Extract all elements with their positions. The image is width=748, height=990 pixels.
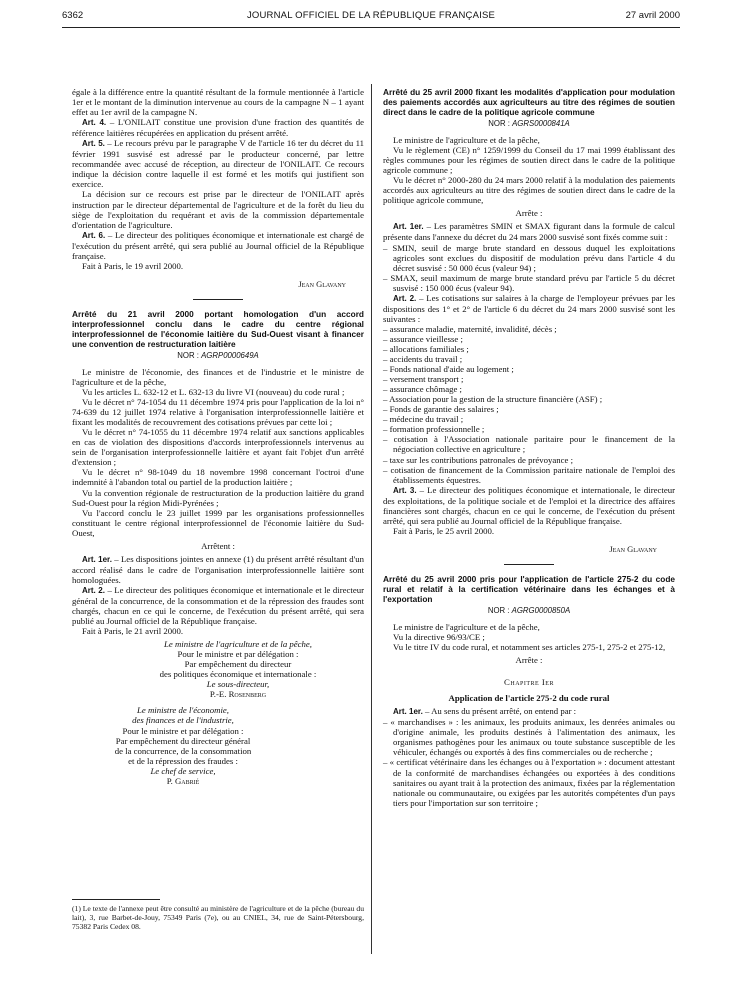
fait-a-paris: Fait à Paris, le 19 avril 2000.	[82, 260, 184, 271]
signature-block-economie: Le ministre de l'économie, des finances et de l'industrie, Pour le ministre et par délégation : Par empêchement du directeur général de la concurrence, de la consommation et de la répression des fraudes : Le chef de service, P. Gabrié	[114, 705, 252, 786]
decree-title: Arrêté du 21 avril 2000 portant homologation d'un accord interprofessionnel conclu dans le cadre du centre régional interprofessionnel de l'économie laitière du Sud-Ouest visant à financer une convention de restructuration laitière	[72, 308, 364, 349]
cotisation-list	[383, 324, 675, 485]
list-item: – cotisation à l'Association nationale paritaire pour le financement de la négociation collective en agriculture ;	[383, 434, 675, 455]
visa: Vu le décret n° 74-1055 du 11 décembre 1974 relatif aux sanctions applicables en cas de violation des dispositions d'accords interprofessionnels intervenus au sein de l'organisation interprofessionnelle laitière et ayant fait l'objet d'un arrêté d'extension ;	[72, 427, 364, 468]
visa: Vu la directive 96/93/CE ;	[393, 632, 485, 643]
visa: Vu le décret n° 74-1054 du 11 décembre 1974 pris pour l'application de la loi n° 74-639 du 12 juillet 1974 relative à l'organisation interprofessionnelle laitière et fixant les modalités de recouvrement des cotisations prévues par cette loi ;	[72, 397, 364, 428]
list-item: – formation professionnelle ;	[383, 424, 485, 435]
visa: Vu le règlement (CE) n° 1259/1999 du Conseil du 17 mai 1999 établissant des règles communes pour les régimes de soutien direct dans le cadre de la politique agricole commune ;	[383, 145, 675, 176]
article-1: Art. 1er. – Au sens du présent arrêté, on entend par :	[393, 706, 577, 717]
signature: Jean Glavany	[609, 543, 657, 554]
nor-reference: NOR : AGRG0000850A	[487, 605, 571, 615]
arrete-heading: Arrête :	[515, 655, 543, 666]
visa: Le ministre de l'agriculture et de la pêche,	[393, 621, 540, 632]
list-item: – versement transport ;	[383, 374, 464, 385]
list-item: – assurance maladie, maternité, invalidité, décès ;	[383, 323, 557, 334]
fait-a-paris: Fait à Paris, le 25 avril 2000.	[393, 525, 495, 536]
list-item: – « certificat vétérinaire dans les échanges ou à l'exportation » : document attestant de la conformité de marchandises échangées ou exportées à des conditions sanitaires ou ayant trait à la protection des animaux, fixées par la réglementation nationale ou communautaire, ou exigées par les autorités compétentes d'un pays tiers pour l'importation sur son territoire ;	[383, 757, 675, 808]
list-item: – médecine du travail ;	[383, 414, 464, 425]
visa: Vu le titre IV du code rural, et notamment ses articles 275-1, 275-2 et 275-12,	[393, 642, 666, 653]
article-4: Art. 4. – L'ONILAIT constitue une provision d'une fraction des quantités de référence laitières récupérées en application du présent arrêté.	[72, 117, 365, 139]
list-item: – allocations familiales ;	[383, 343, 469, 354]
paragraph: La décision sur ce recours est prise par le directeur de l'ONILAIT après instruction par le directeur départemental de l'agriculture et de la forêt du lieu du siège de l'exploitation du requérant et avis de la commission départementale d'orientation de l'agriculture.	[72, 189, 364, 230]
parameter-list	[383, 243, 675, 293]
header-rule	[62, 27, 680, 28]
signature-block-agriculture: Le ministre de l'agriculture et de la pêche, Pour le ministre et par délégation : Par empêchement du directeur des politiques économique et internationale : Le sous-directeur, P.-E. Rosenberg	[159, 639, 317, 700]
page-number: 6362	[62, 10, 84, 21]
nor-reference: NOR : AGRP0000649A	[177, 350, 259, 360]
list-item: – assurance vieillesse ;	[383, 333, 463, 344]
article-1: Art. 1er. – Les paramètres SMIN et SMAX figurant dans la formule de calcul présente dans l'annexe du décret du 24 mars 2000 susvisé sont fixés comme suit :	[383, 221, 676, 243]
left-column	[72, 87, 364, 786]
list-item: – Fonds de garantie des salaires ;	[383, 404, 499, 415]
list-item: – SMIN, seuil de marge brute standard en dessous duquel les exploitations agricoles sont exclues du dispositif de modulation prévu dans l'article 4 du décret susvisé : 50 000 écus (valeur 94) ;	[383, 242, 675, 273]
arrete-heading: Arrête :	[515, 208, 543, 219]
list-item: – cotisation de financement de la Commission paritaire nationale de l'emploi des établissements équestres.	[383, 464, 675, 485]
article-2: Art. 2. – Le directeur des politiques économique et internationale et le directeur général de la concurrence, de la consommation et de la répression des fraudes sont chargés, chacun en ce qui le concerne, de l'exécution du présent arrêté, qui sera publié au Journal officiel de la République française.	[72, 584, 365, 627]
decree-title: Arrêté du 25 avril 2000 pris pour l'application de l'article 275-2 du code rural et relatif à la certification vétérinaire dans les échanges et à l'exportation	[383, 573, 675, 604]
visa: Le ministre de l'agriculture et de la pêche,	[393, 135, 540, 146]
list-item: – Fonds national d'aide au logement ;	[383, 364, 514, 375]
visa: Vu le décret n° 98-1049 du 18 novembre 1998 concernant l'octroi d'une indemnité à l'abandon total ou partiel de la production laitière ;	[72, 467, 364, 488]
footnote-rule	[72, 899, 160, 900]
article-3: Art. 3. – Le directeur des politiques économique et internationale, le directeur des exploitations, de la politique sociale et de l'emploi et la directrice des affaires financières sont chargés, chacun en ce qui le concerne, de l'exécution du présent arrêté, qui sera publié au Journal officiel de la République française.	[383, 484, 675, 526]
list-item: – assurance chômage ;	[383, 384, 462, 395]
footnote: (1) Le texte de l'annexe peut être consulté au ministère de l'agriculture et de la pêche (bureau du lait), 3, rue Barbet-de-Jouy, 75349 Paris (7e), ou au CNIEL, 34, rue de Saint-Pétersbourg, 75382 Paris Cedex 08.	[72, 904, 364, 931]
column-divider	[371, 84, 372, 954]
visa: Le ministre de l'économie, des finances et de l'industrie et le ministre de l'agriculture et de la pêche,	[72, 366, 364, 387]
article-1: Art. 1er. – Les dispositions jointes en annexe (1) du présent arrêté résultant d'un accord réalisé dans le cadre de l'organisation interprofessionnelle laitière sont homologuées.	[72, 553, 364, 585]
nor-reference: NOR : AGRS0000841A	[488, 119, 570, 128]
decree-title: Arrêté du 25 avril 2000 fixant les modalités d'application pour modulation des paiements accordés aux agriculteurs au titre des régimes de soutien direct dans le cadre de la politique agricole commune	[383, 87, 675, 117]
paragraph: égale à la différence entre la quantité résultant de la formule mentionnée à l'article 1er et le montant de la diminution intervenue au cours de la campagne N – 1 ayant effet au 1er avril de la campagne N.	[72, 87, 364, 118]
chapter-heading: Chapitre Ier	[504, 677, 554, 688]
signature: Jean Glavany	[298, 278, 346, 289]
article-6: Art. 6. – Le directeur des politiques économique et internationale est chargé de l'exécution du présent arrêté, qui sera publié au Journal officiel de la République française.	[72, 229, 365, 261]
visa: Vu le décret n° 2000-280 du 24 mars 2000 relatif à la modulation des paiements accordés aux agriculteurs au titre des régimes de soutien direct dans le cadre de la politique agricole commune,	[383, 175, 675, 206]
fait-a-paris: Fait à Paris, le 21 avril 2000.	[82, 626, 184, 637]
visa: Vu la convention régionale de restructuration de la production laitière du grand Sud-Ouest pour la région Midi-Pyrénées ;	[72, 487, 364, 508]
separator	[193, 299, 243, 300]
list-item: – SMAX, seuil maximum de marge brute standard prévu par l'article 5 du décret susvisé : 150 000 écus (valeur 94).	[383, 272, 675, 293]
list-item: – accidents du travail ;	[383, 354, 463, 365]
definition-list	[383, 717, 675, 807]
article-2: Art. 2. – Les cotisations sur salaires à la charge de l'employeur prévues par les dispositions des 1° et 2° de l'article 6 du décret du 24 mars 2000 susvisé sont les suivantes :	[383, 292, 676, 324]
separator	[504, 564, 554, 565]
header-date: 27 avril 2000	[625, 10, 680, 21]
visa: Vu l'accord conclu le 23 juillet 1999 par les organisations professionnelles constituant le centre régional interprofessionnel de l'économie laitière du Sud-Ouest,	[72, 507, 364, 538]
visa: Vu les articles L. 632-12 et L. 632-13 du livre VI (nouveau) du code rural ;	[82, 387, 345, 398]
list-item: – Association pour la gestion de la structure financière (ASF) ;	[383, 394, 603, 405]
page-header	[62, 10, 680, 26]
list-item: – « marchandises » : les animaux, les produits animaux, les denrées animales ou d'origine animale, les produits destinés à l'alimentation des animaux, les organismes pathogènes pour les animaux ou toute substance susceptible de les véhiculer, échangés ou exportés à des fins commerciales ou de recherche ;	[383, 717, 675, 758]
arretent-heading: Arrêtent :	[201, 540, 235, 551]
article-5: Art. 5. – Le recours prévu par le paragraphe V de l'article 16 ter du décret du 11 février 1991 susvisé est adressé par le producteur concerné, par lettre recommandée avec accusé de réception, au directeur de l'ONILAIT. Ce recours indique la décision contre laquelle il est formé et les motifs qui justifient son exercice.	[72, 138, 365, 190]
chapter-title: Application de l'article 275-2 du code rural	[448, 693, 610, 704]
right-column	[383, 87, 675, 808]
list-item: – taxe sur les contributions patronales de prévoyance ;	[383, 454, 574, 465]
journal-title: JOURNAL OFFICIEL DE LA RÉPUBLIQUE FRANÇAISE	[246, 10, 496, 21]
